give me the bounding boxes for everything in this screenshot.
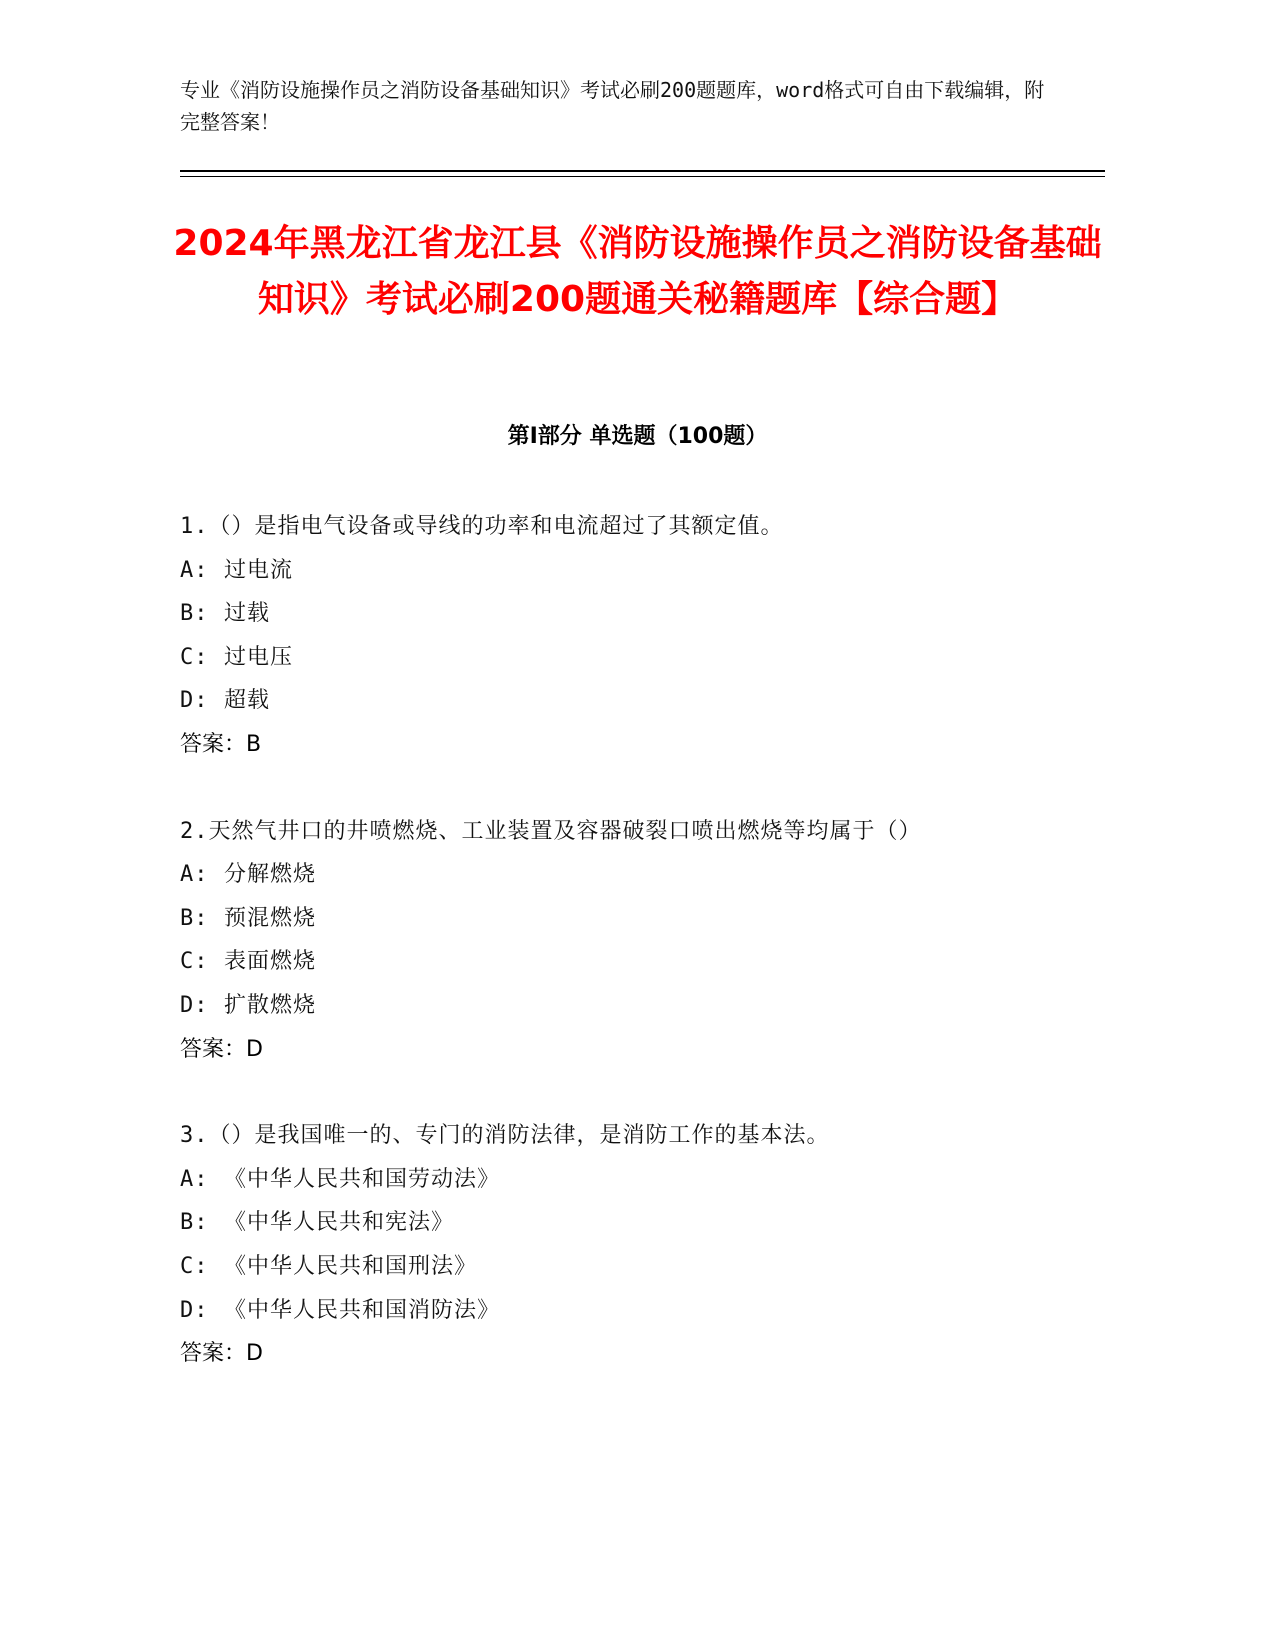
option-text: 《中华人民共和国消防法》 bbox=[224, 1297, 501, 1323]
header-divider-thick bbox=[180, 170, 1105, 172]
option-c bbox=[180, 636, 1080, 680]
option-text: 表面燃烧 bbox=[224, 949, 317, 975]
option-text: 预混燃烧 bbox=[224, 905, 317, 931]
section-title: 第I部分 单选题（100题） bbox=[507, 424, 768, 449]
answer-line bbox=[180, 1332, 1080, 1376]
option-text: 过电压 bbox=[224, 644, 294, 670]
option-a bbox=[180, 549, 1080, 593]
option-key: D: bbox=[180, 1297, 209, 1323]
option-key: D: bbox=[180, 992, 209, 1018]
question-stem: 2.天然气井口的井喷燃烧、工业装置及容器破裂口喷出燃烧等均属于（） bbox=[180, 818, 922, 844]
option-key: D: bbox=[180, 688, 209, 714]
answer-value: D bbox=[246, 1341, 263, 1367]
option-key: A: bbox=[180, 1166, 209, 1192]
option-c bbox=[180, 940, 1080, 984]
question-stem: 1.（）是指电气设备或导线的功率和电流超过了其额定值。 bbox=[180, 514, 784, 539]
answer-value: B bbox=[246, 731, 262, 757]
option-key: B: bbox=[180, 601, 209, 627]
option-text: 过载 bbox=[224, 601, 271, 627]
option-b bbox=[180, 592, 1080, 636]
question-list bbox=[180, 505, 1080, 1419]
answer-line bbox=[180, 1028, 1080, 1072]
option-a bbox=[180, 853, 1080, 897]
question-stem: 3.（）是我国唯一的、专门的消防法律，是消防工作的基本法。 bbox=[180, 1123, 830, 1149]
answer-prefix: 答案： bbox=[180, 1036, 247, 1062]
option-a bbox=[180, 1158, 1080, 1202]
option-text: 《中华人民共和宪法》 bbox=[224, 1210, 455, 1236]
question-item bbox=[180, 505, 1080, 767]
option-c bbox=[180, 1245, 1080, 1289]
document-title: 2024年黑龙江省龙江县《消防设施操作员之消防设备基础知识》考试必刷200题通关秘籍题库【综合题】 bbox=[173, 223, 1102, 320]
option-d bbox=[180, 1289, 1080, 1333]
option-text: 超载 bbox=[224, 688, 271, 714]
question-item bbox=[180, 1114, 1080, 1376]
header-divider-thin bbox=[180, 176, 1105, 177]
option-key: A: bbox=[180, 557, 209, 583]
option-key: A: bbox=[180, 862, 209, 888]
option-text: 扩散燃烧 bbox=[224, 992, 317, 1018]
option-key: C: bbox=[180, 949, 209, 975]
option-key: C: bbox=[180, 644, 209, 670]
question-item bbox=[180, 810, 1080, 1072]
option-text: 分解燃烧 bbox=[224, 862, 317, 888]
answer-prefix: 答案： bbox=[180, 1341, 247, 1367]
option-b bbox=[180, 1201, 1080, 1245]
answer-value: D bbox=[246, 1036, 263, 1062]
answer-prefix: 答案： bbox=[180, 731, 247, 757]
option-text: 过电流 bbox=[224, 557, 294, 583]
option-text: 《中华人民共和国劳动法》 bbox=[224, 1166, 501, 1192]
option-text: 《中华人民共和国刑法》 bbox=[224, 1253, 478, 1279]
option-key: C: bbox=[180, 1253, 209, 1279]
answer-line bbox=[180, 723, 1080, 767]
header-note: 专业《消防设施操作员之消防设备基础知识》考试必刷200题题库，word格式可自由下载编辑，附完整答案！ bbox=[180, 78, 1045, 134]
option-key: B: bbox=[180, 1210, 209, 1236]
option-b bbox=[180, 897, 1080, 941]
option-d bbox=[180, 984, 1080, 1028]
option-d bbox=[180, 679, 1080, 723]
option-key: B: bbox=[180, 905, 209, 931]
